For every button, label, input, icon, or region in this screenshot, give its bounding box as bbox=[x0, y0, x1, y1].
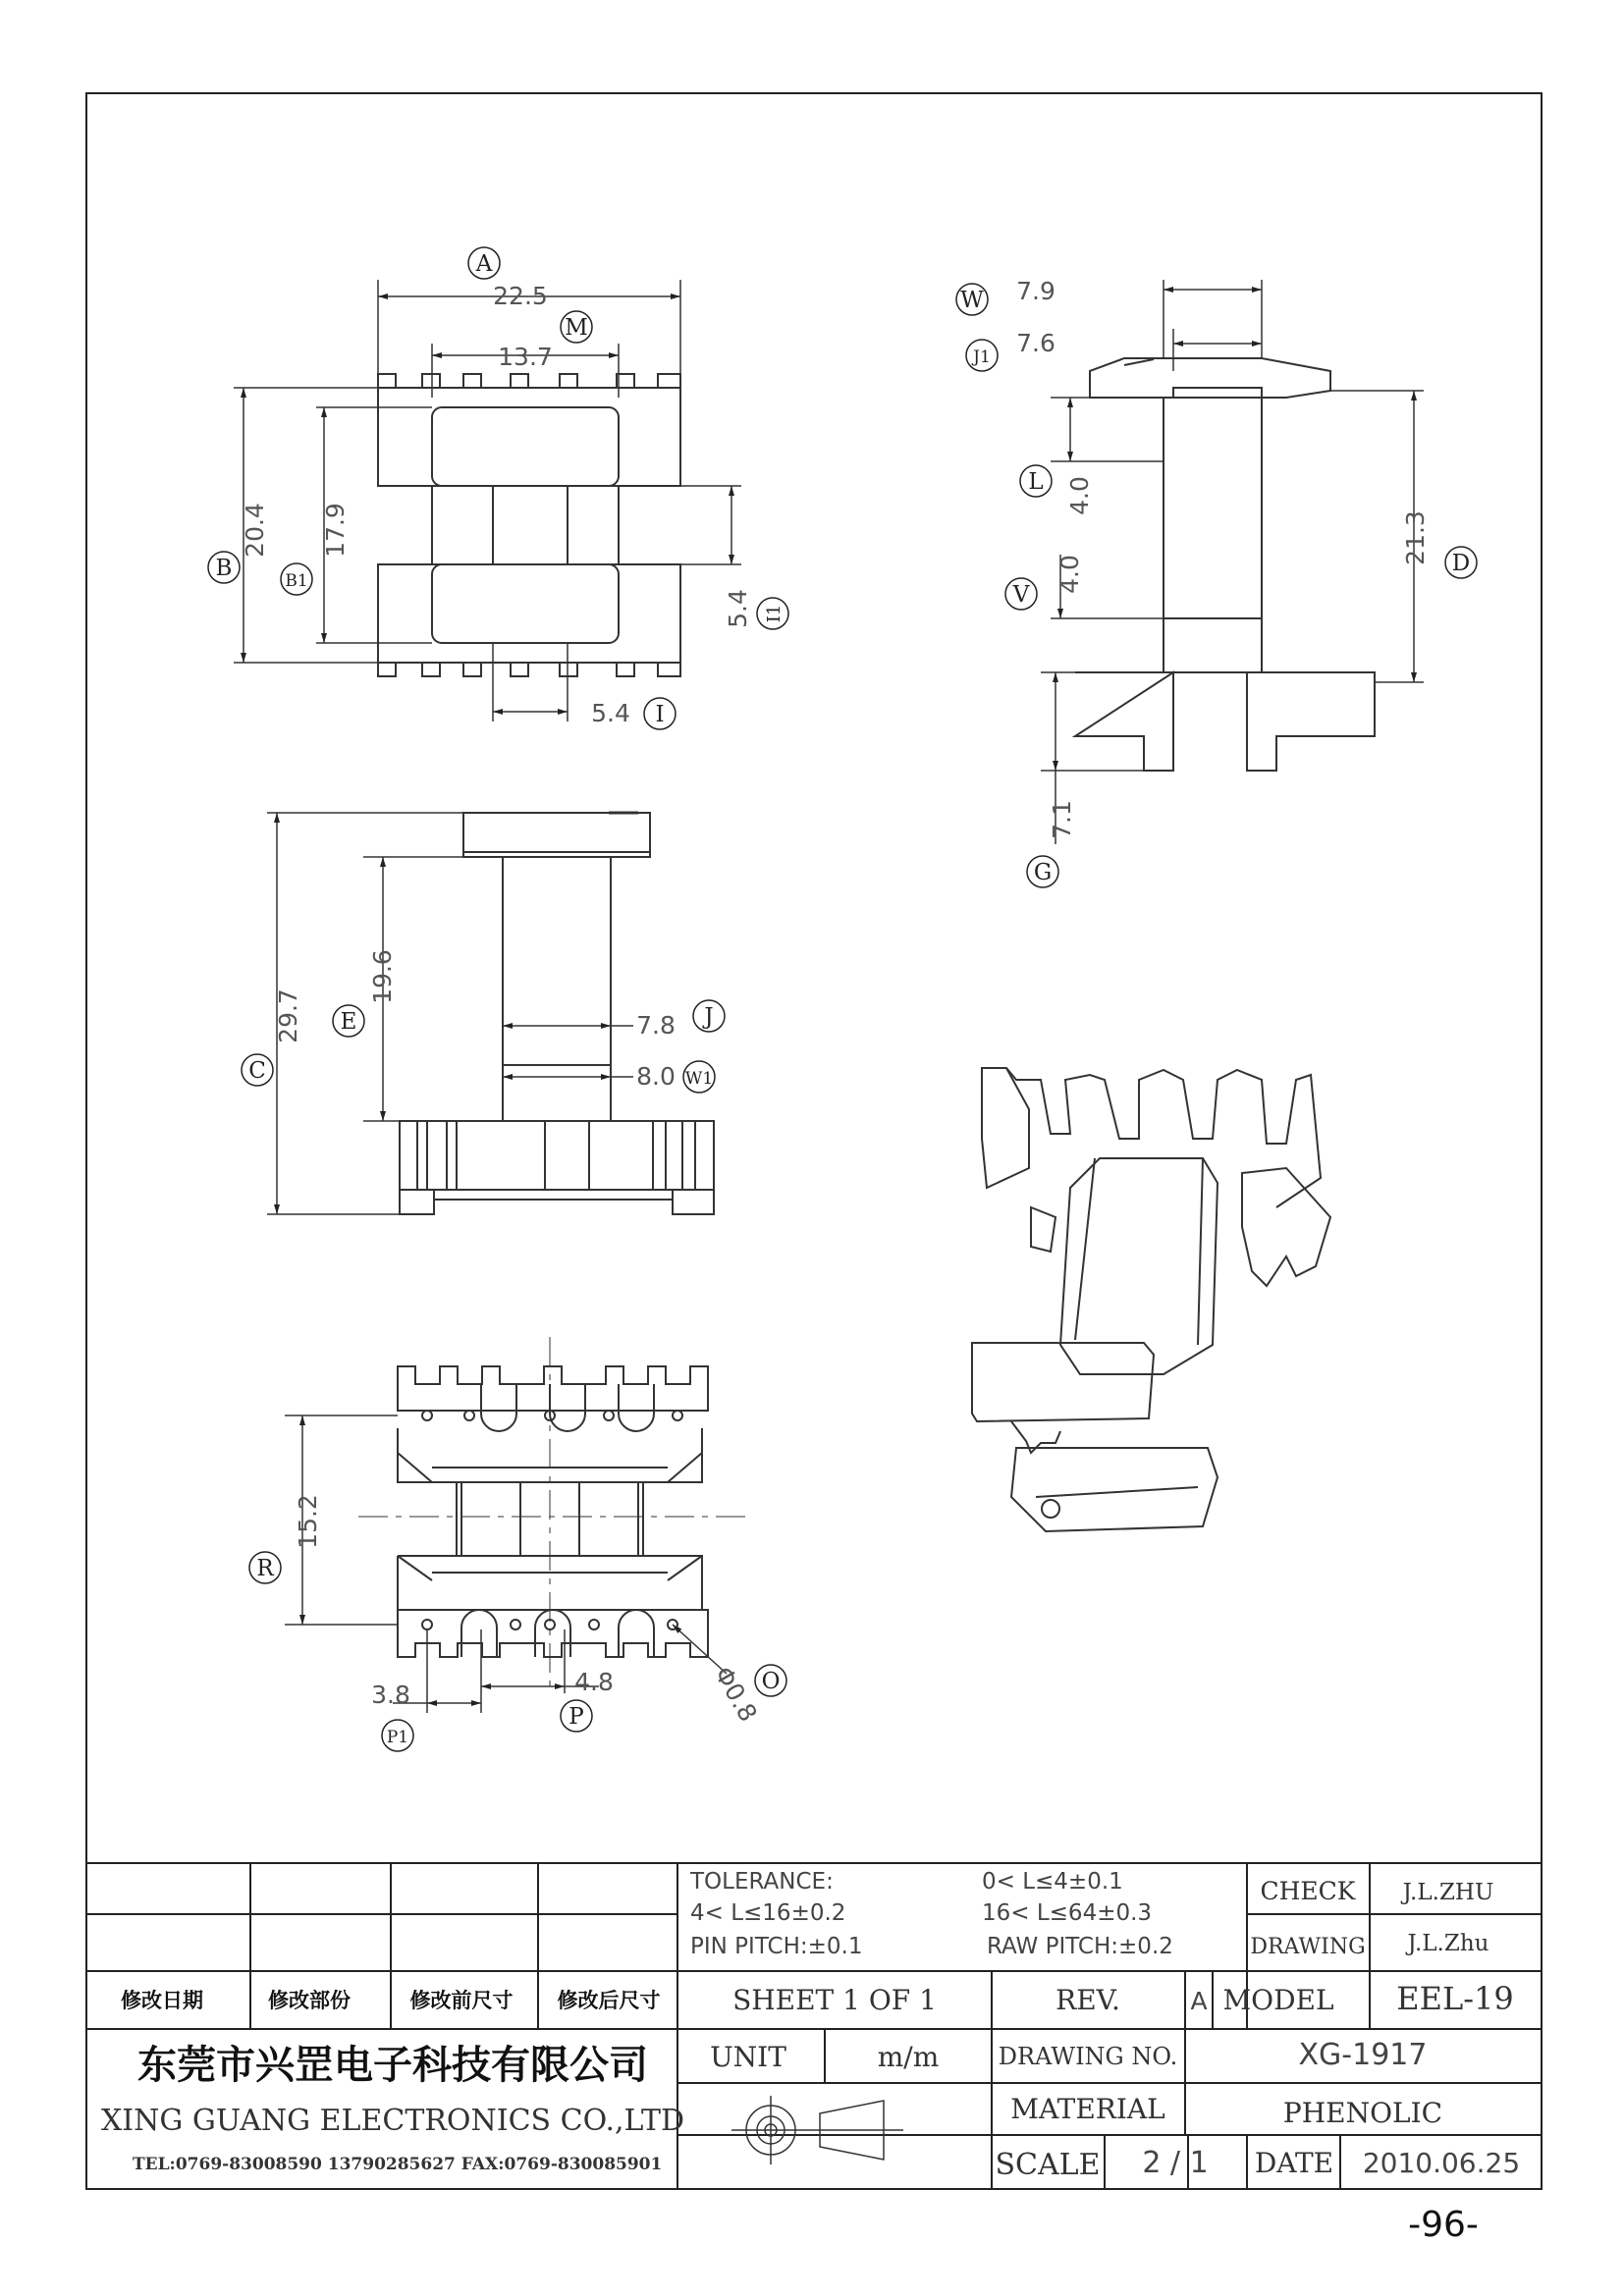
drawing-value: J.L.Zhu bbox=[1407, 1931, 1489, 1956]
dim-G-value: 7.1 bbox=[1048, 800, 1076, 839]
top-view bbox=[378, 374, 680, 676]
label-B1: B1 bbox=[285, 571, 308, 591]
label-J1: J1 bbox=[973, 347, 991, 367]
label-O: O bbox=[761, 1669, 781, 1694]
rev-label: REV. bbox=[1056, 1984, 1120, 2016]
label-W: W bbox=[960, 288, 984, 313]
pin-pitch-tolerance: PIN PITCH:±0.1 bbox=[690, 1934, 863, 1959]
label-E: E bbox=[340, 1009, 357, 1035]
side-view-dimensions bbox=[1041, 280, 1424, 844]
rev-value: A bbox=[1190, 1987, 1208, 2015]
dim-E-value: 19.6 bbox=[368, 949, 397, 1004]
sheet-count: SHEET 1 OF 1 bbox=[732, 1984, 937, 2016]
dim-D-value: 21.3 bbox=[1401, 510, 1430, 565]
top-view-dimensions bbox=[234, 280, 741, 721]
rev-header-part: 修改部份 bbox=[268, 1989, 351, 2012]
dim-R-value: 15.2 bbox=[294, 1494, 322, 1549]
unit-label: UNIT bbox=[710, 2041, 786, 2073]
tolerance-range-3: 16< L≤64±0.3 bbox=[982, 1900, 1153, 1926]
tolerance-range-1: 0< L≤4±0.1 bbox=[982, 1869, 1123, 1895]
dim-W1-value: 8.0 bbox=[636, 1062, 676, 1091]
label-C: C bbox=[248, 1058, 266, 1084]
label-G: G bbox=[1033, 860, 1053, 885]
isometric-view bbox=[972, 1068, 1330, 1531]
drawing-label: DRAWING bbox=[1250, 1935, 1366, 1959]
material-label: MATERIAL bbox=[1010, 2093, 1165, 2125]
dim-P1-value: 3.8 bbox=[371, 1681, 410, 1709]
dim-A-value: 22.5 bbox=[493, 282, 548, 310]
rev-header-after: 修改后尺寸 bbox=[557, 1989, 661, 2012]
bottom-view-dimensions bbox=[285, 1415, 727, 1713]
company-name-en: XING GUANG ELECTRONICS CO.,LTD bbox=[100, 2104, 685, 2138]
dim-L-value: 4.0 bbox=[1065, 476, 1094, 515]
model-label: MODEL bbox=[1222, 1984, 1334, 2016]
side-view bbox=[1075, 358, 1375, 771]
dim-I-value: 5.4 bbox=[591, 699, 630, 727]
rev-header-before: 修改前尺寸 bbox=[409, 1989, 514, 2012]
dim-W-value: 7.9 bbox=[1016, 277, 1056, 305]
label-W1: W1 bbox=[684, 1069, 714, 1089]
tolerance-label: TOLERANCE: bbox=[690, 1869, 834, 1895]
label-M: M bbox=[565, 315, 588, 341]
dim-J1-value: 7.6 bbox=[1016, 329, 1056, 357]
date-value: 2010.06.25 bbox=[1362, 2147, 1521, 2179]
material-value: PHENOLIC bbox=[1282, 2097, 1443, 2129]
label-R: R bbox=[256, 1556, 274, 1581]
label-V: V bbox=[1012, 582, 1030, 608]
dim-J-value: 7.8 bbox=[636, 1011, 676, 1040]
raw-pitch-tolerance: RAW PITCH:±0.2 bbox=[987, 1934, 1173, 1959]
date-label: DATE bbox=[1254, 2147, 1334, 2179]
bottom-view bbox=[358, 1337, 751, 1693]
unit-value: m/m bbox=[877, 2041, 940, 2073]
projection-symbol-icon bbox=[731, 2096, 903, 2164]
dim-B1-value: 17.9 bbox=[321, 503, 350, 558]
label-D: D bbox=[1451, 551, 1471, 576]
label-P: P bbox=[568, 1704, 584, 1730]
label-A: A bbox=[475, 251, 493, 277]
scale-value: 2 / 1 bbox=[1142, 2146, 1209, 2180]
scale-label: SCALE bbox=[995, 2148, 1101, 2182]
drawing-no-value: XG-1917 bbox=[1298, 2038, 1428, 2072]
dim-P-value: 4.8 bbox=[574, 1668, 614, 1696]
page-number: -96- bbox=[1408, 2205, 1479, 2245]
dim-B-value: 20.4 bbox=[241, 503, 269, 558]
dim-O-value: Φ0.8 bbox=[708, 1661, 763, 1727]
label-P1: P1 bbox=[386, 1728, 409, 1747]
dim-I1-value: 5.4 bbox=[724, 589, 752, 628]
model-value: EEL-19 bbox=[1396, 1980, 1514, 2017]
tolerance-range-2: 4< L≤16±0.2 bbox=[690, 1900, 846, 1926]
check-label: CHECK bbox=[1260, 1877, 1356, 1905]
dim-V-value: 4.0 bbox=[1056, 555, 1084, 594]
dim-C-value: 29.7 bbox=[274, 988, 302, 1043]
rev-header-date: 修改日期 bbox=[121, 1989, 203, 2012]
drawing-no-label: DRAWING NO. bbox=[998, 2043, 1178, 2070]
label-J: J bbox=[704, 1004, 714, 1030]
company-contact: TEL:0769-83008590 13790285627 FAX:0769-830085901 bbox=[133, 2155, 663, 2174]
front-view-dimensions bbox=[267, 813, 633, 1214]
dim-M-value: 13.7 bbox=[498, 343, 553, 371]
label-I: I bbox=[655, 702, 665, 727]
company-name-cn: 东莞市兴罡电子科技有限公司 bbox=[137, 2043, 648, 2088]
label-B: B bbox=[215, 556, 233, 581]
check-value: J.L.ZHU bbox=[1402, 1880, 1494, 1905]
label-L: L bbox=[1028, 469, 1044, 495]
label-I1: I1 bbox=[764, 604, 785, 623]
